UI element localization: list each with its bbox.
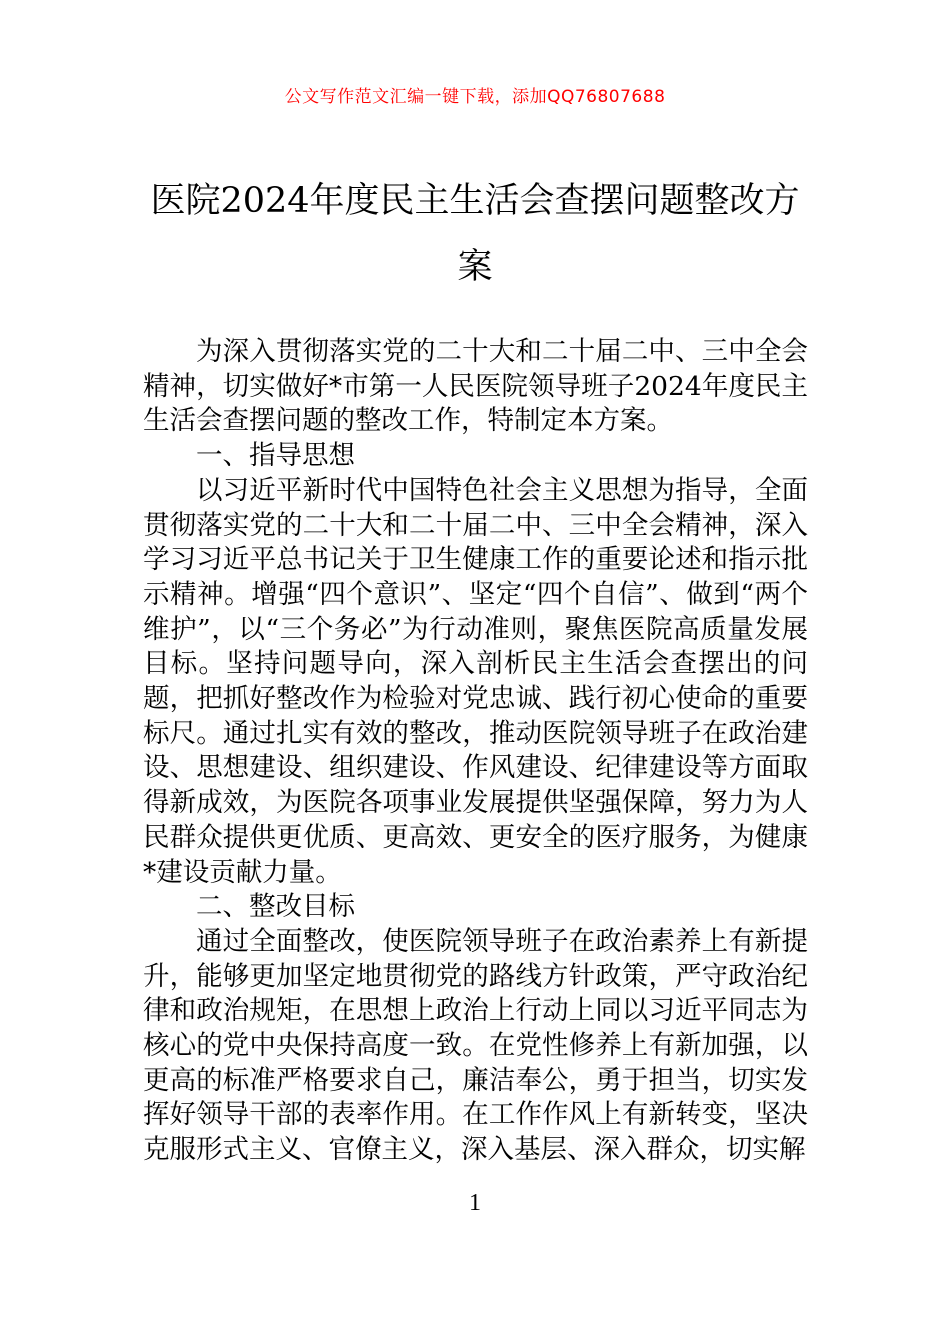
guiding-thought-paragraph: 以习近平新时代中国特色社会主义思想为指导，全面贯彻落实党的二十大和二十届二中、三中全会精神，深入学习习近平总书记关于卫生健康工作的重要论述和指示批示精神。增强“四个意识”、坚定“四个自信”、做到“两个维护”，以“三个务必”为行动准则，聚焦医院高质量发展目标。坚持问题导向，深入剖析民主生活会查摆出的问题，把抓好整改作为检验对党忠诚、践行初心使命的重要标尺。通过扎实有效的整改，推动医院领导班子在政治建设、思想建设、组织建设、作风建设、纪律建设等方面取得新成效，为医院各项事业发展提供坚强保障，努力为人民群众提供更优质、更高效、更安全的医疗服务，为健康*建设贡献力量。 bbox=[143, 474, 808, 888]
document-body bbox=[143, 335, 808, 1168]
section-heading-guiding-thought: 一、指导思想 bbox=[196, 440, 355, 472]
intro-paragraph: 为深入贯彻落实党的二十大和二十届二中、三中全会精神，切实做好*市第一人民医院领导班子2024年度民主生活会查摆问题的整改工作，特制定本方案。 bbox=[143, 336, 808, 437]
section-heading-rectification-goals: 二、整改目标 bbox=[196, 891, 355, 923]
rectification-goals-paragraph: 通过全面整改，使医院领导班子在政治素养上有新提升，能够更加坚定地贯彻党的路线方针政策，严守政治纪律和政治规矩，在思想上政治上行动上同以习近平同志为核心的党中央保持高度一致。在党性修养上有新加强，以更高的标准严格要求自己，廉洁奉公，勇于担当，切实发挥好领导干部的表率作用。在工作作风上有新转变，坚决克服形式主义、官僚主义，深入基层、深入群众，切实解 bbox=[143, 925, 808, 1166]
page-number: 1 bbox=[469, 1190, 481, 1216]
document-title: 医院2024年度民主生活会查摆问题整改方案 bbox=[150, 181, 800, 287]
promo-header-text: 公文写作范文汇编一键下载，添加QQ76807688 bbox=[284, 87, 666, 107]
